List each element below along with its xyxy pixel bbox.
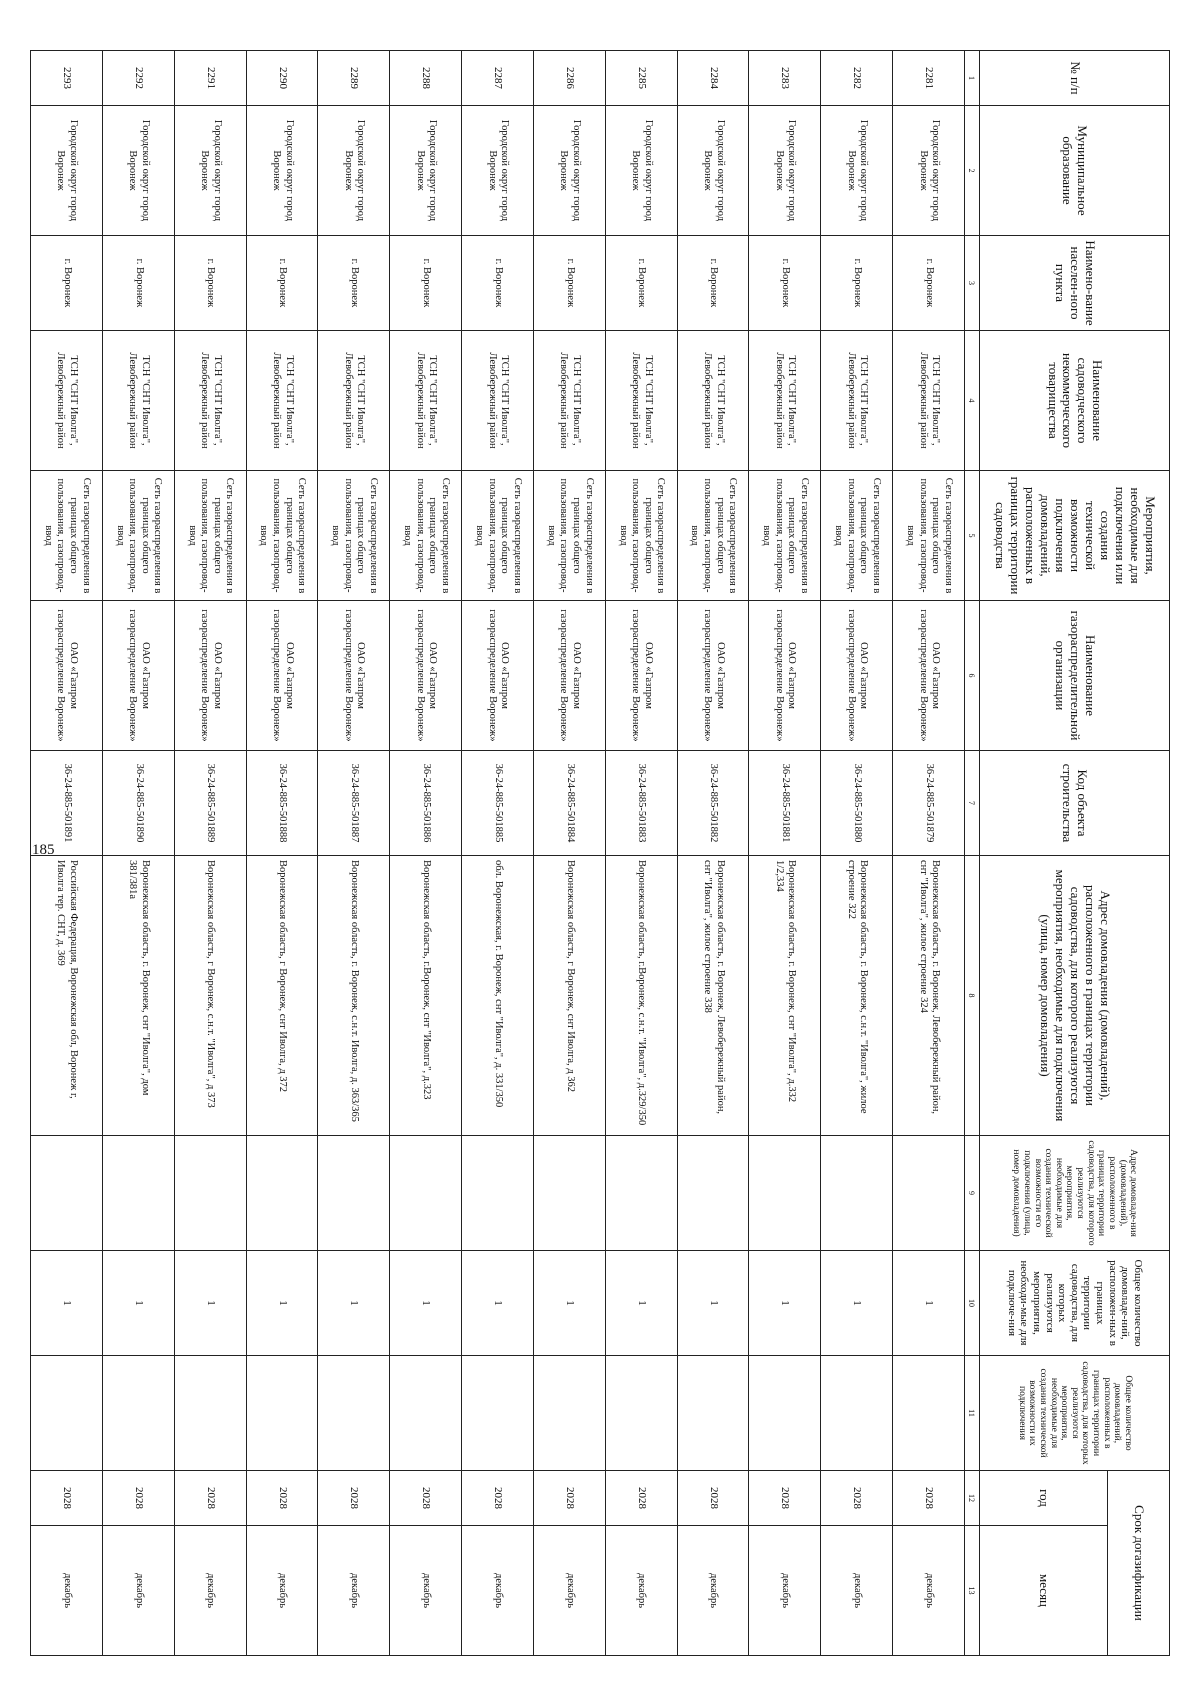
cell-month: декабрь (102, 1526, 174, 1656)
cell-count-connect: 1 (677, 1251, 749, 1356)
cell-municipality: Городской округ город Воронеж (246, 106, 318, 236)
cell-row-number: 2290 (246, 51, 318, 106)
cell-measures: Сеть газораспределения в границах общего пользования, газопровод-ввод (893, 471, 965, 601)
cell-month: декабрь (677, 1526, 749, 1656)
cell-month: декабрь (390, 1526, 462, 1656)
cell-gdo: ОАО «Газпром газораспределение Воронеж» (462, 601, 534, 751)
table-row (102, 51, 174, 1656)
cell-object-code: 36-24-885-501890 (102, 751, 174, 856)
column-number: 1 (965, 51, 980, 106)
table-row (318, 51, 390, 1656)
header-address: Адрес домовладения (домовладений), расположенного в границах территории садоводства, для которого реализуются мероприятия, необходимые для подключения (улица, номер домовладения) (980, 856, 1170, 1136)
cell-year: 2028 (31, 1471, 103, 1526)
cell-count-tech (821, 1356, 893, 1471)
cell-municipality: Городской округ город Воронеж (605, 106, 677, 236)
cell-partnership: ТСН "СНТ Иволга", Левобережный район (31, 331, 103, 471)
cell-count-connect: 1 (893, 1251, 965, 1356)
cell-object-code: 36-24-885-501881 (749, 751, 821, 856)
cell-month: декабрь (318, 1526, 390, 1656)
cell-address: Воронежская область, г Воронеж, снт Иволга, д 362 (533, 856, 605, 1136)
cell-settlement: г. Воронеж (318, 236, 390, 331)
column-number: 13 (965, 1526, 980, 1656)
cell-partnership: ТСН "СНТ Иволга", Левобережный район (174, 331, 246, 471)
cell-settlement: г. Воронеж (893, 236, 965, 331)
cell-count-connect: 1 (533, 1251, 605, 1356)
column-number: 4 (965, 331, 980, 471)
cell-count-tech (533, 1356, 605, 1471)
cell-count-connect: 1 (102, 1251, 174, 1356)
cell-settlement: г. Воронеж (821, 236, 893, 331)
cell-month: декабрь (749, 1526, 821, 1656)
column-number: 9 (965, 1136, 980, 1251)
cell-row-number: 2285 (605, 51, 677, 106)
cell-address: Воронежская область, г.Воронеж, с.н.т. "Иволга", д.329/350 (605, 856, 677, 1136)
cell-measures: Сеть газораспределения в границах общего пользования, газопровод-ввод (318, 471, 390, 601)
cell-municipality: Городской округ город Воронеж (102, 106, 174, 236)
cell-measures: Сеть газораспределения в границах общего пользования, газопровод-ввод (31, 471, 103, 601)
cell-object-code: 36-24-885-501891 (31, 751, 103, 856)
cell-address: Воронежская область, г.Воронеж, снт "Иволга", д.323 (390, 856, 462, 1136)
cell-count-tech (174, 1356, 246, 1471)
cell-count-tech (390, 1356, 462, 1471)
header-year: год (980, 1471, 1108, 1526)
table-row (533, 51, 605, 1656)
table-row (390, 51, 462, 1656)
header-code: Код объекта строительства (980, 751, 1170, 856)
cell-municipality: Городской округ город Воронеж (533, 106, 605, 236)
column-number: 8 (965, 856, 980, 1136)
cell-measures: Сеть газораспределения в границах общего пользования, газопровод-ввод (102, 471, 174, 601)
gasification-table-sheet (30, 50, 1170, 1655)
cell-address-tech (318, 1136, 390, 1251)
cell-partnership: ТСН "СНТ Иволга", Левобережный район (102, 331, 174, 471)
cell-count-connect: 1 (318, 1251, 390, 1356)
cell-year: 2028 (533, 1471, 605, 1526)
cell-month: декабрь (246, 1526, 318, 1656)
table-row (462, 51, 534, 1656)
cell-gdo: ОАО «Газпром газораспределение Воронеж» (893, 601, 965, 751)
cell-measures: Сеть газораспределения в границах общего пользования, газопровод-ввод (462, 471, 534, 601)
cell-address: Воронежская область, г. Воронеж, снт "Иволга", д.332 1/2,334 (749, 856, 821, 1136)
cell-address: Российская Федерация, Воронежская обл, Воронеж г, Иволга тер. СНТ, д. 369 (31, 856, 103, 1136)
cell-object-code: 36-24-885-501889 (174, 751, 246, 856)
cell-year: 2028 (174, 1471, 246, 1526)
cell-object-code: 36-24-885-501884 (533, 751, 605, 856)
cell-partnership: ТСН "СНТ Иволга", Левобережный район (821, 331, 893, 471)
table-row (821, 51, 893, 1656)
cell-settlement: г. Воронеж (174, 236, 246, 331)
column-numbers-row (965, 51, 980, 1656)
table-row (893, 51, 965, 1656)
cell-count-connect: 1 (821, 1251, 893, 1356)
cell-measures: Сеть газораспределения в границах общего пользования, газопровод-ввод (533, 471, 605, 601)
cell-row-number: 2288 (390, 51, 462, 106)
cell-partnership: ТСН "СНТ Иволга", Левобережный район (246, 331, 318, 471)
cell-settlement: г. Воронеж (677, 236, 749, 331)
cell-municipality: Городской округ город Воронеж (821, 106, 893, 236)
cell-address-tech (893, 1136, 965, 1251)
cell-municipality: Городской округ город Воронеж (677, 106, 749, 236)
cell-year: 2028 (102, 1471, 174, 1526)
cell-year: 2028 (605, 1471, 677, 1526)
cell-address-tech (749, 1136, 821, 1251)
cell-partnership: ТСН "СНТ Иволга", Левобережный район (605, 331, 677, 471)
cell-month: декабрь (893, 1526, 965, 1656)
cell-month: декабрь (821, 1526, 893, 1656)
cell-address: обл. Воронежская, г. Воронеж, снт "Иволга", д. 331/350 (462, 856, 534, 1136)
cell-address-tech (821, 1136, 893, 1251)
cell-row-number: 2293 (31, 51, 103, 106)
cell-row-number: 2287 (462, 51, 534, 106)
cell-gdo: ОАО «Газпром газораспределение Воронеж» (605, 601, 677, 751)
header-month: месяц (980, 1526, 1108, 1656)
cell-address: Воронежская область, г. Воронеж, с.н.т. Иволга, д. 363/365 (318, 856, 390, 1136)
header-measures: Мероприятия, необходимые для подключения или создания технической возможности подключения домовладений, расположенных в границах территории садоводства (980, 471, 1170, 601)
cell-settlement: г. Воронеж (749, 236, 821, 331)
cell-year: 2028 (390, 1471, 462, 1526)
cell-address: Воронежская область, г. Воронеж, Левобережный район, снт "Иволга", жилое строение 338 (677, 856, 749, 1136)
cell-measures: Сеть газораспределения в границах общего пользования, газопровод-ввод (749, 471, 821, 601)
table-row (246, 51, 318, 1656)
cell-address-tech (605, 1136, 677, 1251)
cell-count-tech (893, 1356, 965, 1471)
cell-year: 2028 (677, 1471, 749, 1526)
cell-year: 2028 (462, 1471, 534, 1526)
cell-year: 2028 (821, 1471, 893, 1526)
cell-count-tech (318, 1356, 390, 1471)
cell-year: 2028 (749, 1471, 821, 1526)
cell-row-number: 2282 (821, 51, 893, 106)
cell-row-number: 2291 (174, 51, 246, 106)
cell-partnership: ТСН "СНТ Иволга", Левобережный район (533, 331, 605, 471)
cell-address: Воронежская область, г. Воронеж, снт "Иволга", дом 381/381а (102, 856, 174, 1136)
cell-municipality: Городской округ город Воронеж (749, 106, 821, 236)
cell-municipality: Городской округ город Воронеж (174, 106, 246, 236)
cell-count-tech (677, 1356, 749, 1471)
column-number: 7 (965, 751, 980, 856)
cell-object-code: 36-24-885-501888 (246, 751, 318, 856)
cell-gdo: ОАО «Газпром газораспределение Воронеж» (31, 601, 103, 751)
cell-count-connect: 1 (246, 1251, 318, 1356)
cell-year: 2028 (246, 1471, 318, 1526)
table-row (749, 51, 821, 1656)
cell-partnership: ТСН "СНТ Иволга", Левобережный район (893, 331, 965, 471)
table-row (174, 51, 246, 1656)
header-partnership: Наименование садоводческого некоммерческого товарищества (980, 331, 1170, 471)
cell-row-number: 2283 (749, 51, 821, 106)
cell-settlement: г. Воронеж (31, 236, 103, 331)
column-number: 6 (965, 601, 980, 751)
cell-row-number: 2281 (893, 51, 965, 106)
cell-object-code: 36-24-885-501885 (462, 751, 534, 856)
cell-row-number: 2289 (318, 51, 390, 106)
cell-address-tech (174, 1136, 246, 1251)
cell-month: декабрь (462, 1526, 534, 1656)
cell-count-connect: 1 (462, 1251, 534, 1356)
cell-count-tech (246, 1356, 318, 1471)
cell-measures: Сеть газораспределения в границах общего пользования, газопровод-ввод (677, 471, 749, 601)
cell-month: декабрь (605, 1526, 677, 1656)
cell-object-code: 36-24-885-501886 (390, 751, 462, 856)
cell-settlement: г. Воронеж (605, 236, 677, 331)
header-gdo: Наименование газораспределительной организации (980, 601, 1170, 751)
cell-measures: Сеть газораспределения в границах общего пользования, газопровод-ввод (821, 471, 893, 601)
cell-address: Воронежская область, г Воронеж, с.н.т. "Иволга", д 373 (174, 856, 246, 1136)
column-number: 2 (965, 106, 980, 236)
cell-count-connect: 1 (174, 1251, 246, 1356)
cell-count-tech (749, 1356, 821, 1471)
cell-address-tech (677, 1136, 749, 1251)
cell-count-tech (31, 1356, 103, 1471)
cell-partnership: ТСН "СНТ Иволга", Левобережный район (318, 331, 390, 471)
cell-count-connect: 1 (749, 1251, 821, 1356)
cell-gdo: ОАО «Газпром газораспределение Воронеж» (390, 601, 462, 751)
gasification-table (30, 50, 1170, 1656)
cell-gdo: ОАО «Газпром газораспределение Воронеж» (318, 601, 390, 751)
cell-month: декабрь (533, 1526, 605, 1656)
cell-address-tech (533, 1136, 605, 1251)
cell-month: декабрь (174, 1526, 246, 1656)
cell-partnership: ТСН "СНТ Иволга", Левобережный район (462, 331, 534, 471)
cell-settlement: г. Воронеж (462, 236, 534, 331)
cell-settlement: г. Воронеж (390, 236, 462, 331)
cell-measures: Сеть газораспределения в границах общего пользования, газопровод-ввод (390, 471, 462, 601)
cell-measures: Сеть газораспределения в границах общего пользования, газопровод-ввод (605, 471, 677, 601)
cell-year: 2028 (318, 1471, 390, 1526)
cell-address-tech (246, 1136, 318, 1251)
table-row (605, 51, 677, 1656)
cell-row-number: 2284 (677, 51, 749, 106)
cell-gdo: ОАО «Газпром газораспределение Воронеж» (102, 601, 174, 751)
cell-settlement: г. Воронеж (533, 236, 605, 331)
cell-gdo: ОАО «Газпром газораспределение Воронеж» (821, 601, 893, 751)
cell-object-code: 36-24-885-501883 (605, 751, 677, 856)
cell-gdo: ОАО «Газпром газораспределение Воронеж» (174, 601, 246, 751)
header-settlement: Наимено-вание населен-ного пункта (980, 236, 1170, 331)
cell-count-connect: 1 (390, 1251, 462, 1356)
header-address-tech: Адрес домовладе-ния (домовладений), расположенного в границах территории садоводства, для которого реализуются мероприятия, необходимые для создания технической возможности его подключения (улица, номер домовладения) (980, 1136, 1170, 1251)
cell-gdo: ОАО «Газпром газораспределение Воронеж» (246, 601, 318, 751)
cell-measures: Сеть газораспределения в границах общего пользования, газопровод-ввод (246, 471, 318, 601)
cell-row-number: 2292 (102, 51, 174, 106)
cell-municipality: Городской округ город Воронеж (31, 106, 103, 236)
cell-gdo: ОАО «Газпром газораспределение Воронеж» (677, 601, 749, 751)
cell-month: декабрь (31, 1526, 103, 1656)
column-number: 10 (965, 1251, 980, 1356)
table-row (31, 51, 103, 1656)
column-number: 12 (965, 1471, 980, 1526)
cell-partnership: ТСН "СНТ Иволга", Левобережный район (390, 331, 462, 471)
cell-object-code: 36-24-885-501880 (821, 751, 893, 856)
cell-municipality: Городской округ город Воронеж (893, 106, 965, 236)
cell-gdo: ОАО «Газпром газораспределение Воронеж» (749, 601, 821, 751)
cell-address-tech (462, 1136, 534, 1251)
cell-municipality: Городской округ город Воронеж (390, 106, 462, 236)
header-deadline: Срок догазификации (1108, 1471, 1170, 1656)
cell-municipality: Городской округ город Воронеж (462, 106, 534, 236)
header-count-connect: Общее количество домовладе-ний, расположен-ных в границах территории садоводства, для которых реализуются мероприятия, необходи-мые для подключе-ния (980, 1251, 1170, 1356)
header-count-tech: Общее количество домовладений, расположенных в границах территории садоводства, для которых реализуются мероприятия, необходимые для создания технической возможности их подключения (980, 1356, 1170, 1471)
cell-settlement: г. Воронеж (102, 236, 174, 331)
column-number: 11 (965, 1356, 980, 1471)
cell-partnership: ТСН "СНТ Иволга", Левобережный район (749, 331, 821, 471)
cell-address: Воронежская область, г Воронеж, снт Иволга, д 372 (246, 856, 318, 1136)
cell-partnership: ТСН "СНТ Иволга", Левобережный район (677, 331, 749, 471)
cell-count-tech (102, 1356, 174, 1471)
cell-count-connect: 1 (605, 1251, 677, 1356)
cell-measures: Сеть газораспределения в границах общего пользования, газопровод-ввод (174, 471, 246, 601)
cell-gdo: ОАО «Газпром газораспределение Воронеж» (533, 601, 605, 751)
cell-count-connect: 1 (31, 1251, 103, 1356)
cell-address: Воронежская область, г. Воронеж, с.н.т. "Иволга", жилое строение 322 (821, 856, 893, 1136)
cell-object-code: 36-24-885-501879 (893, 751, 965, 856)
cell-address-tech (102, 1136, 174, 1251)
cell-year: 2028 (893, 1471, 965, 1526)
cell-count-tech (462, 1356, 534, 1471)
column-number: 5 (965, 471, 980, 601)
cell-count-tech (605, 1356, 677, 1471)
cell-object-code: 36-24-885-501882 (677, 751, 749, 856)
table-row (677, 51, 749, 1656)
cell-object-code: 36-24-885-501887 (318, 751, 390, 856)
header-no: № п/п (980, 51, 1170, 106)
cell-address: Воронежская область, г. Воронеж, Левобережный район, снт "Иволга", жилое строение 324 (893, 856, 965, 1136)
header-municipality: Муниципальное образование (980, 106, 1170, 236)
cell-municipality: Городской округ город Воронеж (318, 106, 390, 236)
cell-settlement: г. Воронеж (246, 236, 318, 331)
cell-address-tech (31, 1136, 103, 1251)
table-body (31, 51, 965, 1656)
page-number: 185 (32, 842, 55, 858)
cell-address-tech (390, 1136, 462, 1251)
cell-row-number: 2286 (533, 51, 605, 106)
column-number: 3 (965, 236, 980, 331)
